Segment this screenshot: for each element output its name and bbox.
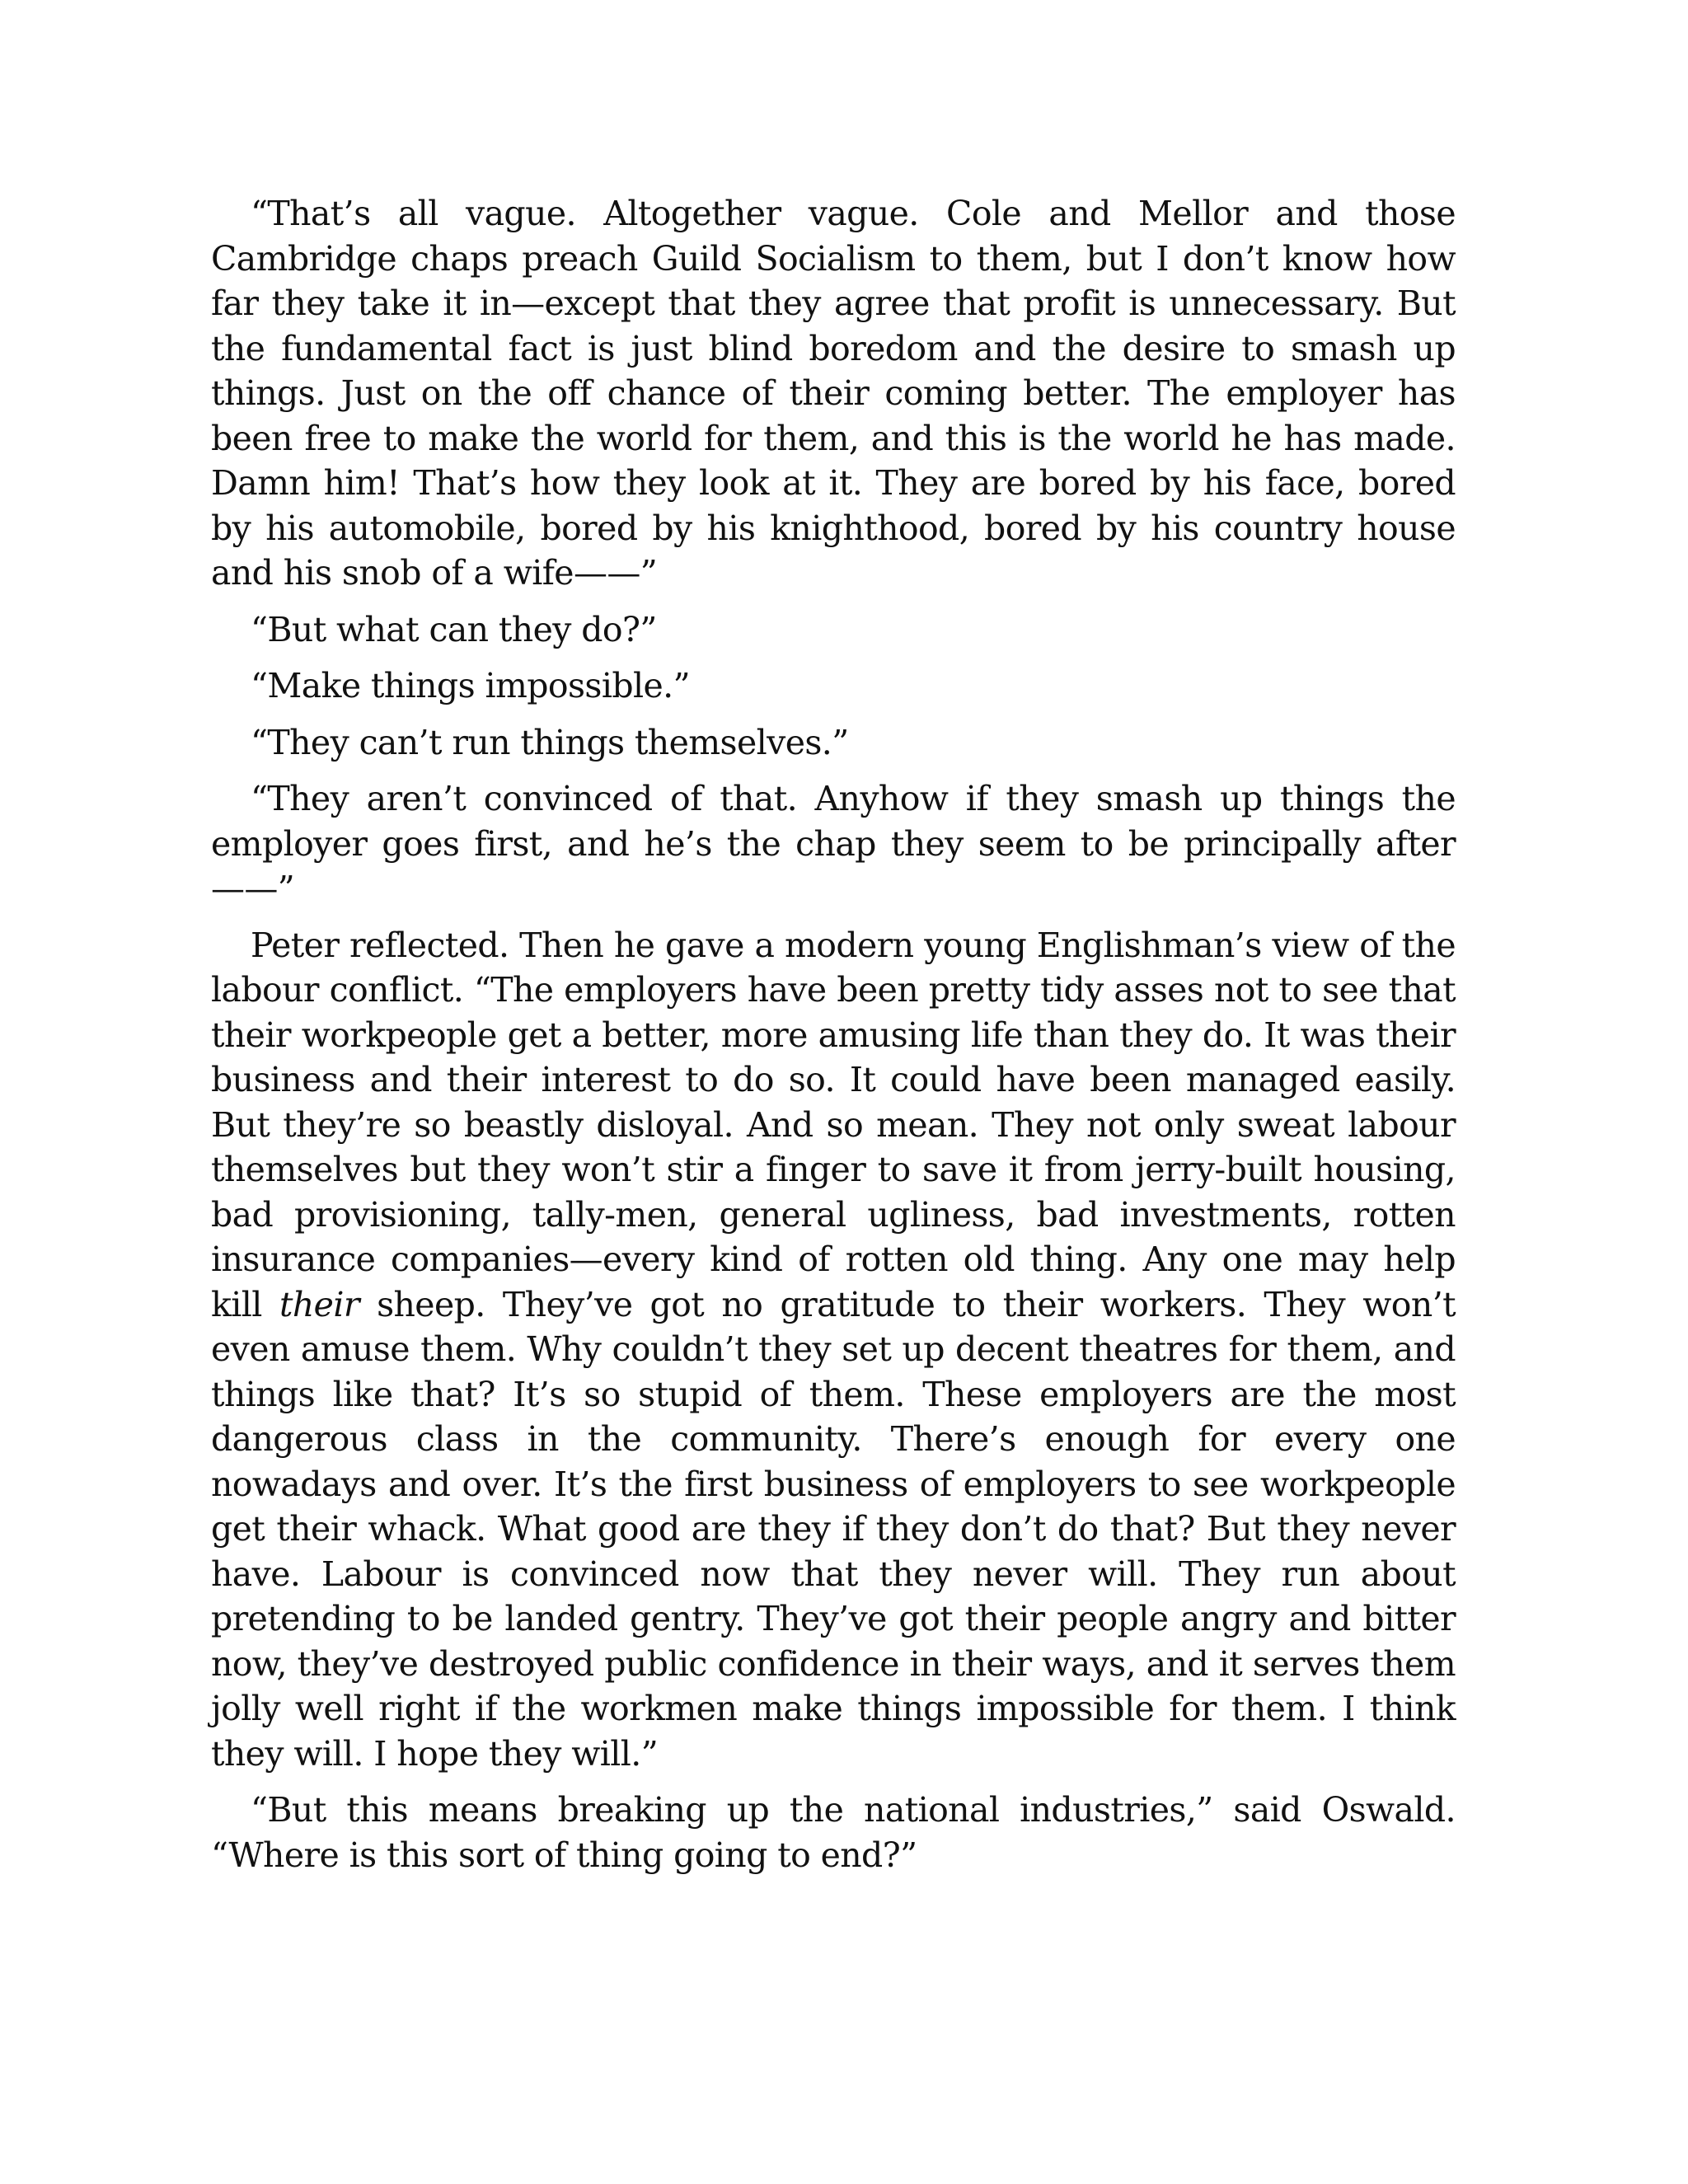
book-page-text [211,191,1456,1877]
paragraph-2: “But what can they do?” [251,609,657,649]
paragraph-6-part-2: sheep. They’ve got no gratitude to their workers. They won’t even amuse them. Why couldn’t they set up decent theatres for them, and things like that? It’s so stupid of them. These employers are the most dangerous class in the community. There’s enough for every one nowadays and over. It’s the first business of employers to see workpeople get their whack. What good are they if they don’t do that? But they never have. Labour is convinced now that they never will. They run about pretending to be landed gentry. They’ve got their people angry and bitter now, they’ve destroyed public confidence in their ways, and it serves them jolly well right if the workmen make things impossible for them. I think they will. I hope they will.” [211,1284,1456,1774]
paragraph-4: “They can’t run things themselves.” [251,722,849,762]
paragraph-3: “Make things impossible.” [251,666,690,705]
paragraph-6 [211,923,1456,1777]
paragraph-1: “That’s all vague. Altogether vague. Cole and Mellor and those Cambridge chaps preach Guild Socialism to them, but I don’t know how far they take it in—except that they agree that profit is unnecessary. But the fundamental fact is just blind boredom and the desire to smash up things. Just on the off chance of their coming better. The employer has been free to make the world for them, and this is the world he has made. Damn him! That’s how they look at it. They are bored by his face, bored by his automobile, bored by his knighthood, bored by his country house and his snob of a wife——” [211,194,1456,593]
paragraph-5: “They aren’t convinced of that. Anyhow if they smash up things the employer goes first, and he’s the chap they seem to be principally after——” [211,779,1456,908]
paragraph-7: “But this means breaking up the national industries,” said Oswald. “Where is this sort of thing going to end?” [211,1790,1456,1875]
paragraph-6-part-1: Peter reflected. Then he gave a modern young Englishman’s view of the labour conflict. “The employers have been pretty tidy asses not to see that their workpeople get a better, more amusing life than they do. It was their business and their interest to do so. It could have been managed easily. But they’re so beastly disloyal. And so mean. They not only sweat labour themselves but they won’t stir a finger to save it from jerry-built housing, bad provisioning, tally-men, general ugliness, bad investments, rotten insurance companies—every kind of rotten old thing. Any one may help kill [211,925,1456,1324]
emphasized-word: their [279,1284,359,1324]
